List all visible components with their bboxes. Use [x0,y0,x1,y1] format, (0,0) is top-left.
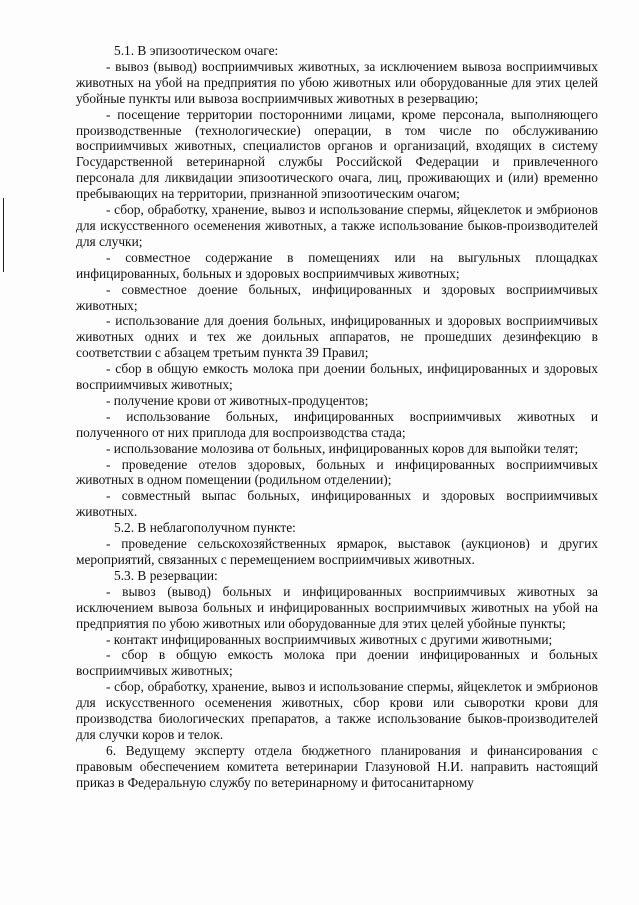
paragraph-6: 6. Ведущему эксперту отдела бюджетного планирования и финансирования с правовым обеспечением комитета ветеринарии Глазуновой Н.И. направить настоящий приказ в Федеральную службу по ветеринарному и фитосанитарному [76,742,598,790]
list-item: - использование больных, инфицированных восприимчивых животных и полученного от них приплода для воспроизводства стада; [76,408,598,440]
document-text [76,43,598,791]
section-heading-5-2: 5.2. В неблагополучном пункте: [114,520,296,536]
list-item: - совместное содержание в помещениях или на выгульных площадках инфицированных, больных и здоровых восприимчивых животных; [76,249,598,281]
list-item: - использование для доения больных, инфицированных и здоровых восприимчивых животных одних и тех же доильных аппаратов, не прошедших дезинфекцию в соответствии с абзацем третьим пункта 39 Правил; [76,313,598,361]
list-item: - вывоз (вывод) больных и инфицированных восприимчивых животных за исключением вывоза больных и инфицированных восприимчивых животных на убой на предприятия по убою животных или оборудованные для этих целей убойные пункты; [76,583,598,631]
list-item: - сбор, обработку, хранение, вывоз и использование спермы, яйцеклеток и эмбрионов для искусственного осеменения животных, сбор крови или сыворотки крови для производства биологических препаратов, а также использование быков-производителей для случки коров и телок. [76,679,598,742]
list-item: - вывоз (вывод) восприимчивых животных, за исключением вывоза восприимчивых животных на убой на предприятия по убою животных или оборудованные для этих целей убойные пункты или вывоза восприимчивых животных в резервацию; [76,58,598,106]
list-item: - сбор, обработку, хранение, вывоз и использование спермы, яйцеклеток и эмбрионов для искусственного осеменения животных, а также использование быков-производителей для случки; [76,202,598,249]
list-item: - совместное доение больных, инфицированных и здоровых восприимчивых животных; [76,281,598,313]
section-heading-5-1: 5.1. В эпизоотическом очаге: [114,43,279,58]
list-item: - проведение сельскохозяйственных ярмарок, выставок (аукционов) и других мероприятий, связанных с перемещением восприимчивых животных. [76,536,598,567]
list-item: - получение крови от животных-продуцентов; [106,392,369,408]
section-heading-5-3: 5.3. В резервации: [114,567,218,583]
margin-mark [3,198,4,272]
list-item: - сбор в общую емкость молока при доении инфицированных и больных восприимчивых животных; [76,647,598,679]
list-item: - посещение территории посторонними лицами, кроме персонала, выполняющего производственные (технологические) операции, в том числе по обслуживанию восприимчивых животных, специалистов органов и организаций, входящих в систему Государственной ветеринарной службы Российской Федерации и привлеченного персонала для ликвидации эпизоотического очага, лиц, проживающих и (или) временно пребывающих на территории, признанной эпизоотическим очагом; [76,106,598,202]
list-item: - сбор в общую емкость молока при доении больных, инфицированных и здоровых восприимчивых животных; [76,361,598,393]
list-item: - использование молозива от больных, инфицированных коров для выпойки телят; [106,440,579,456]
list-item: - проведение отелов здоровых, больных и инфицированных восприимчивых животных в одном помещении (родильном отделении); [76,456,598,488]
list-item: - совместный выпас больных, инфицированных и здоровых восприимчивых животных. [76,488,598,520]
list-item: - контакт инфицированных восприимчивых животных с другими животными; [106,631,553,647]
